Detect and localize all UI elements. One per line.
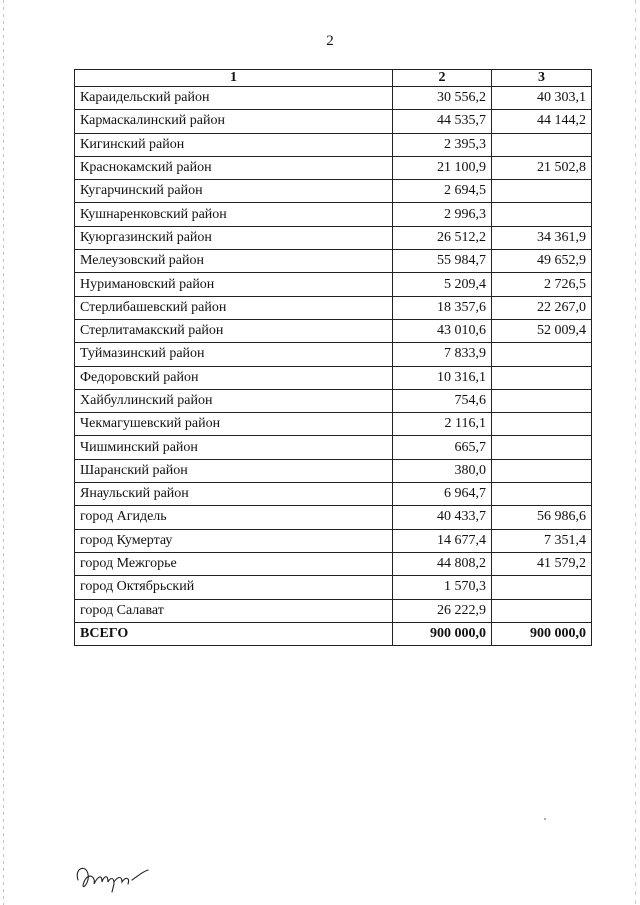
row-name: Чишминский район [75,436,393,459]
row-value-col3: 56 986,6 [492,506,592,529]
row-value-col3: 7 351,4 [492,529,592,552]
table-row [75,133,592,156]
row-value-col3: 49 652,9 [492,250,592,273]
table-row [75,529,592,552]
table-row [75,273,592,296]
row-name: Кармаскалинский район [75,110,393,133]
row-name: город Кумертау [75,529,393,552]
column-header: 3 [492,70,592,87]
table-row [75,180,592,203]
row-name: город Октябрьский [75,576,393,599]
row-name: Чекмагушевский район [75,413,393,436]
table-row [75,87,592,110]
table-header-row [75,70,592,87]
row-value-col3 [492,413,592,436]
row-value-col2: 6 964,7 [393,483,492,506]
row-value-col2: 26 222,9 [393,599,492,622]
row-name: Федоровский район [75,366,393,389]
table-body [75,87,592,646]
table-row [75,459,592,482]
row-value-col3: 52 009,4 [492,319,592,342]
row-value-col3 [492,599,592,622]
row-value-col3 [492,203,592,226]
column-header: 1 [75,70,393,87]
row-value-col2: 14 677,4 [393,529,492,552]
signature [72,858,162,898]
table-row [75,576,592,599]
row-value-col2: 2 996,3 [393,203,492,226]
row-value-col3: 21 502,8 [492,156,592,179]
table-row [75,366,592,389]
row-name: Стерлитамакский район [75,319,393,342]
total-value-col2: 900 000,0 [393,622,492,645]
data-table [74,69,592,646]
total-label: ВСЕГО [75,622,393,645]
row-name: Туймазинский район [75,343,393,366]
table-row [75,319,592,342]
table-row [75,389,592,412]
table-row [75,506,592,529]
row-value-col3: 40 303,1 [492,87,592,110]
row-value-col3 [492,483,592,506]
row-name: Янаульский район [75,483,393,506]
scan-edge-right [635,0,636,905]
row-name: Мелеузовский район [75,250,393,273]
row-value-col2: 21 100,9 [393,156,492,179]
row-name: Караидельский район [75,87,393,110]
row-value-col2: 43 010,6 [393,319,492,342]
row-value-col3: 34 361,9 [492,226,592,249]
row-name: город Агидель [75,506,393,529]
page-number: 2 [326,33,334,49]
row-value-col2: 380,0 [393,459,492,482]
row-value-col2: 44 535,7 [393,110,492,133]
table-row [75,156,592,179]
row-name: Кигинский район [75,133,393,156]
row-value-col2: 754,6 [393,389,492,412]
row-name: Кушнаренковский район [75,203,393,226]
table-row [75,110,592,133]
table-row [75,343,592,366]
row-name: Куюргазинский район [75,226,393,249]
row-value-col2: 665,7 [393,436,492,459]
row-name: Шаранский район [75,459,393,482]
row-value-col3 [492,459,592,482]
row-value-col2: 10 316,1 [393,366,492,389]
row-value-col3: 41 579,2 [492,552,592,575]
row-value-col2: 5 209,4 [393,273,492,296]
scan-speck [544,818,546,820]
table-row [75,413,592,436]
table-row [75,483,592,506]
row-value-col3 [492,389,592,412]
row-value-col2: 40 433,7 [393,506,492,529]
column-header: 2 [393,70,492,87]
row-value-col3: 22 267,0 [492,296,592,319]
scan-edge-left [3,0,4,905]
row-value-col3 [492,343,592,366]
row-value-col2: 2 395,3 [393,133,492,156]
row-value-col2: 18 357,6 [393,296,492,319]
row-name: город Салават [75,599,393,622]
row-name: Хайбуллинский район [75,389,393,412]
row-value-col2: 2 694,5 [393,180,492,203]
row-value-col2: 26 512,2 [393,226,492,249]
row-value-col3 [492,436,592,459]
row-name: Кугарчинский район [75,180,393,203]
row-name: Стерлибашевский район [75,296,393,319]
row-value-col3: 44 144,2 [492,110,592,133]
row-value-col2: 30 556,2 [393,87,492,110]
row-value-col3 [492,133,592,156]
row-value-col3 [492,366,592,389]
table-row [75,436,592,459]
row-value-col2: 1 570,3 [393,576,492,599]
row-value-col3 [492,180,592,203]
table-row [75,599,592,622]
row-value-col3: 2 726,5 [492,273,592,296]
row-name: Нуримановский район [75,273,393,296]
row-value-col3 [492,576,592,599]
table-row [75,250,592,273]
row-value-col2: 44 808,2 [393,552,492,575]
table-row [75,296,592,319]
table-row [75,226,592,249]
total-value-col3: 900 000,0 [492,622,592,645]
total-row [75,622,592,645]
row-value-col2: 7 833,9 [393,343,492,366]
table-row [75,552,592,575]
row-name: Краснокамский район [75,156,393,179]
row-name: город Межгорье [75,552,393,575]
row-value-col2: 55 984,7 [393,250,492,273]
row-value-col2: 2 116,1 [393,413,492,436]
table-row [75,203,592,226]
